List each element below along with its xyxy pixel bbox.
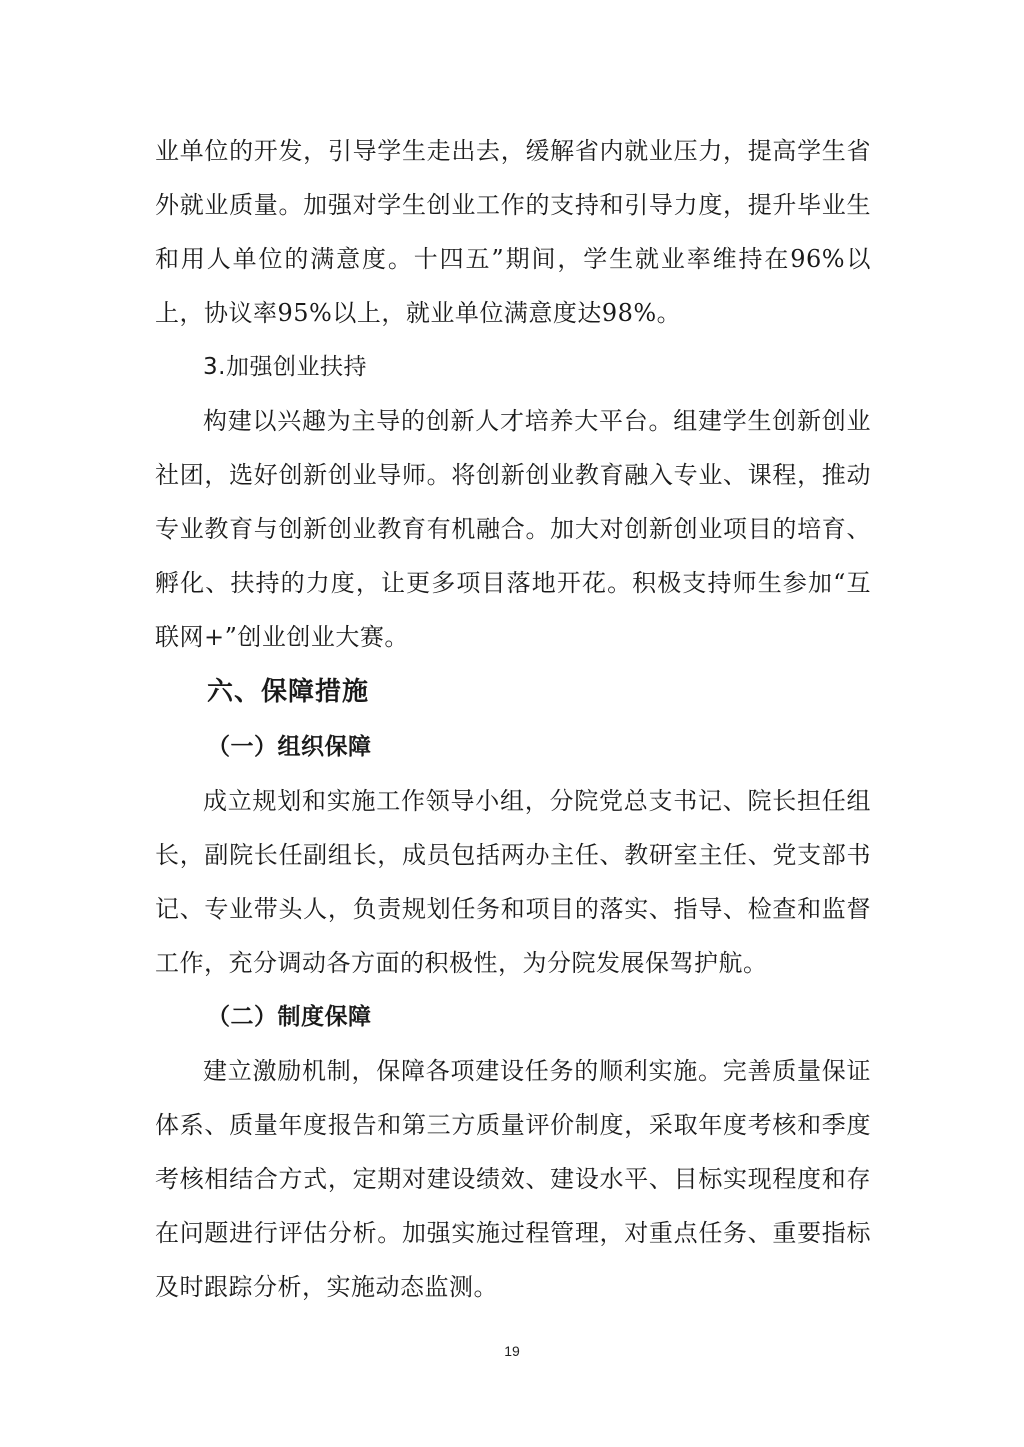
subsection-heading-organization: （一）组织保障 xyxy=(207,734,372,760)
document-body xyxy=(155,124,871,1314)
subsection-heading-system: （二）制度保障 xyxy=(207,1004,372,1030)
page-number: 19 xyxy=(504,1343,520,1359)
paragraph-employment-continued: 业单位的开发，引导学生走出去，缓解省内就业压力，提高学生省外就业质量。加强对学生创业工作的支持和引导力度，提升毕业生和用人单位的满意度。十四五”期间，学生就业率维持在96%以上，协议率95%以上，就业单位满意度达98%。 xyxy=(155,137,871,327)
paragraph-innovation-platform: 构建以兴趣为主导的创新人才培养大平台。组建学生创新创业社团，选好创新创业导师。将创新创业教育融入专业、课程，推动专业教育与创新创业教育有机融合。加大对创新创业项目的培育、孵化、扶持的力度，让更多项目落地开花。积极支持师生参加“互联网+”创业创业大赛。 xyxy=(155,407,871,651)
subheading-entrepreneurship-support: 3.加强创业扶持 xyxy=(203,354,367,380)
paragraph-leadership-group: 成立规划和实施工作领导小组，分院党总支书记、院长担任组长，副院长任副组长，成员包括两办主任、教研室主任、党支部书记、专业带头人，负责规划任务和项目的落实、指导、检查和监督工作，充分调动各方面的积极性，为分院发展保驾护航。 xyxy=(155,787,871,977)
section-heading-safeguards: 六、保障措施 xyxy=(207,677,370,707)
paragraph-incentive-mechanism: 建立激励机制，保障各项建设任务的顺利实施。完善质量保证体系、质量年度报告和第三方质量评价制度，采取年度考核和季度考核相结合方式，定期对建设绩效、建设水平、目标实现程度和存在问题进行评估分析。加强实施过程管理，对重点任务、重要指标及时跟踪分析，实施动态监测。 xyxy=(155,1057,871,1301)
